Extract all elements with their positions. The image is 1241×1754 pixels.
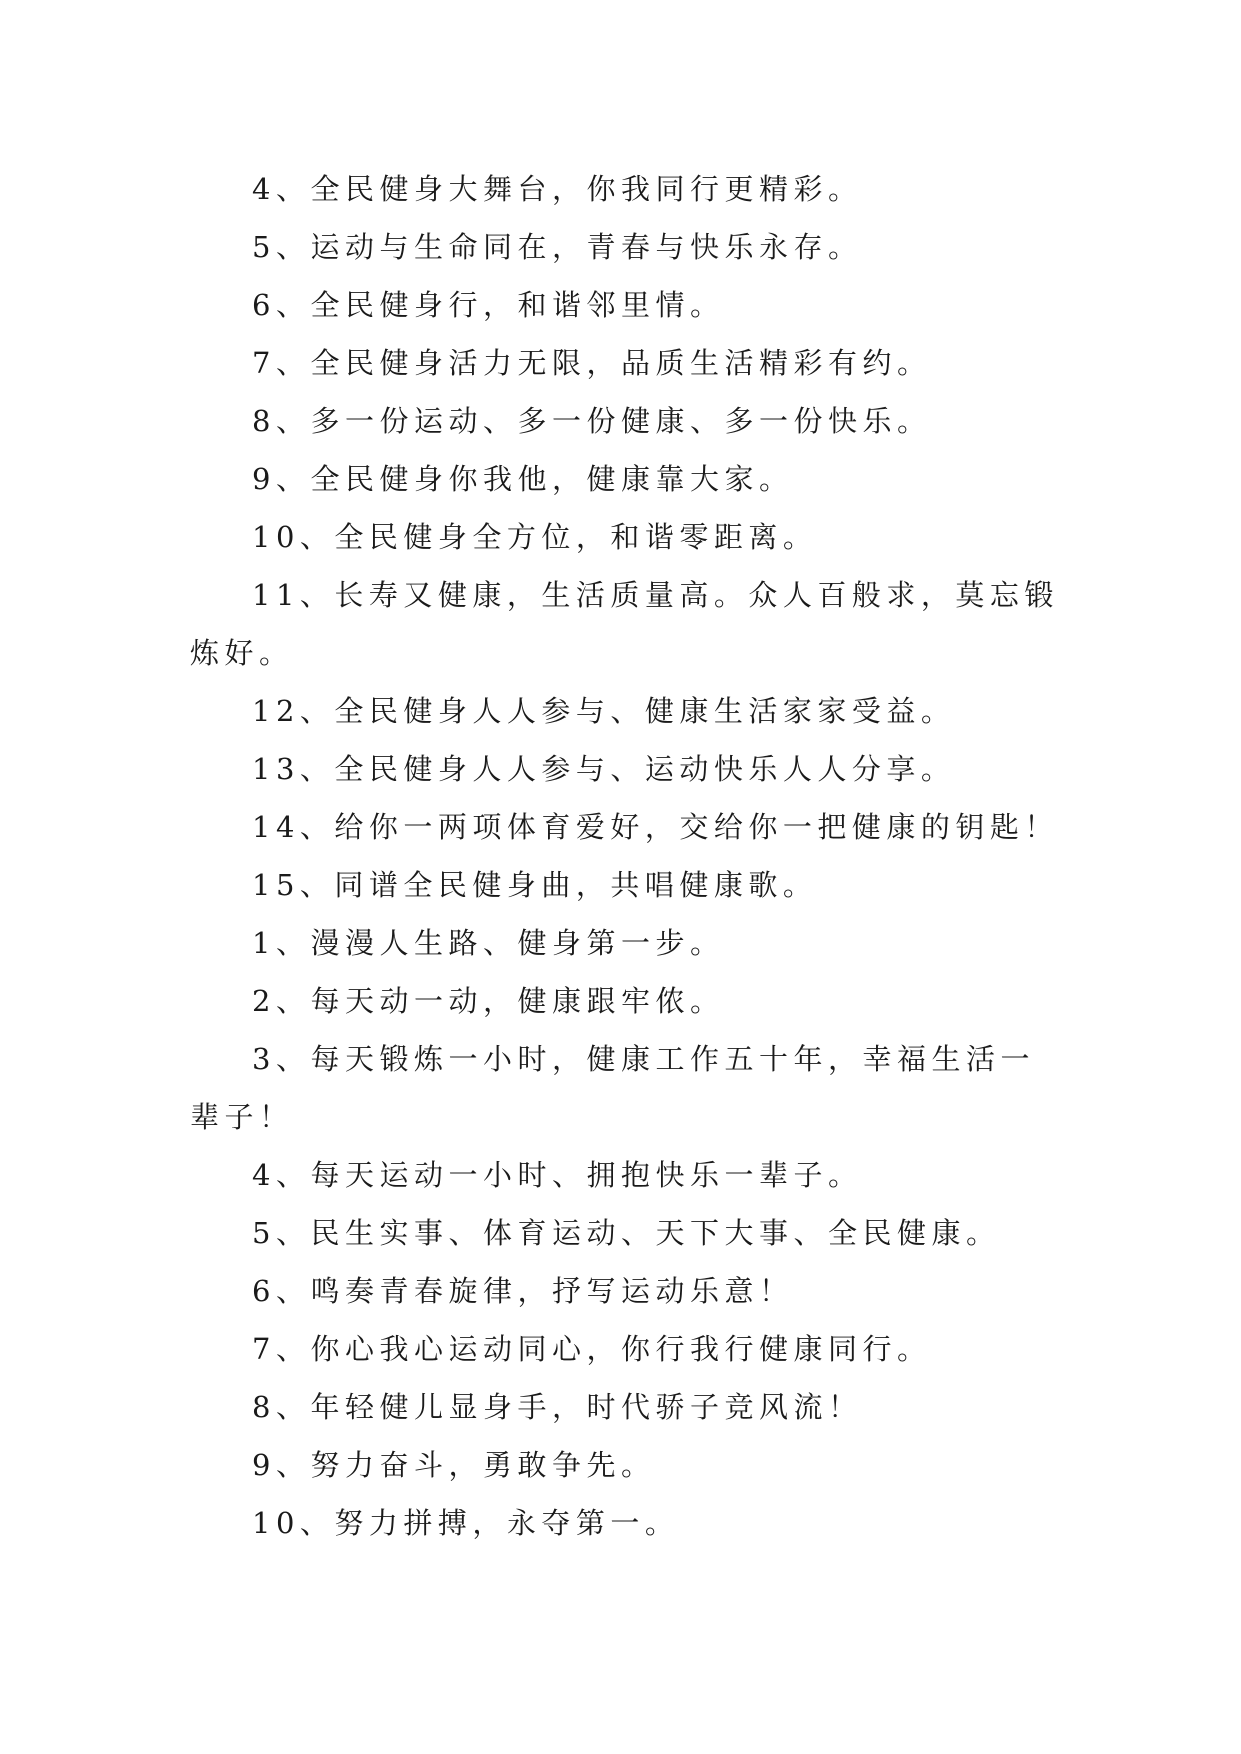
slogan-line: 9、全民健身你我他，健康靠大家。 bbox=[252, 462, 794, 496]
slogan-line: 14、给你一两项体育爱好，交给你一把健康的钥匙！ bbox=[252, 810, 1059, 844]
slogan-line: 7、你心我心运动同心，你行我行健康同行。 bbox=[252, 1332, 932, 1366]
slogan-line: 6、鸣奏青春旋律，抒写运动乐意！ bbox=[252, 1274, 794, 1308]
slogan-line: 3、每天锻炼一小时，健康工作五十年，幸福生活一辈子！ bbox=[190, 1042, 1035, 1134]
document-body bbox=[190, 160, 1060, 1552]
slogan-line: 10、努力拼搏，永夺第一。 bbox=[252, 1506, 680, 1540]
slogan-line: 1、漫漫人生路、健身第一步。 bbox=[252, 926, 725, 960]
slogan-line: 13、全民健身人人参与、运动快乐人人分享。 bbox=[252, 752, 956, 786]
slogan-line: 2、每天动一动，健康跟牢侬。 bbox=[252, 984, 725, 1018]
slogan-line: 8、多一份运动、多一份健康、多一份快乐。 bbox=[252, 404, 932, 438]
slogan-line: 4、每天运动一小时、拥抱快乐一辈子。 bbox=[252, 1158, 863, 1192]
slogan-line: 15、同谱全民健身曲，共唱健康歌。 bbox=[252, 868, 818, 902]
slogan-line: 10、全民健身全方位，和谐零距离。 bbox=[252, 520, 818, 554]
slogan-line: 8、年轻健儿显身手，时代骄子竞风流！ bbox=[252, 1390, 863, 1424]
slogan-line: 6、全民健身行，和谐邻里情。 bbox=[252, 288, 725, 322]
slogan-line: 9、努力奋斗，勇敢争先。 bbox=[252, 1448, 656, 1482]
slogan-line: 12、全民健身人人参与、健康生活家家受益。 bbox=[252, 694, 956, 728]
slogan-line: 7、全民健身活力无限，品质生活精彩有约。 bbox=[252, 346, 932, 380]
slogan-line: 11、长寿又健康，生活质量高。众人百般求，莫忘锻炼好。 bbox=[190, 578, 1059, 670]
slogan-line: 5、民生实事、体育运动、天下大事、全民健康。 bbox=[252, 1216, 1001, 1250]
slogan-line: 5、运动与生命同在，青春与快乐永存。 bbox=[252, 230, 863, 264]
slogan-line: 4、全民健身大舞台，你我同行更精彩。 bbox=[252, 172, 863, 206]
